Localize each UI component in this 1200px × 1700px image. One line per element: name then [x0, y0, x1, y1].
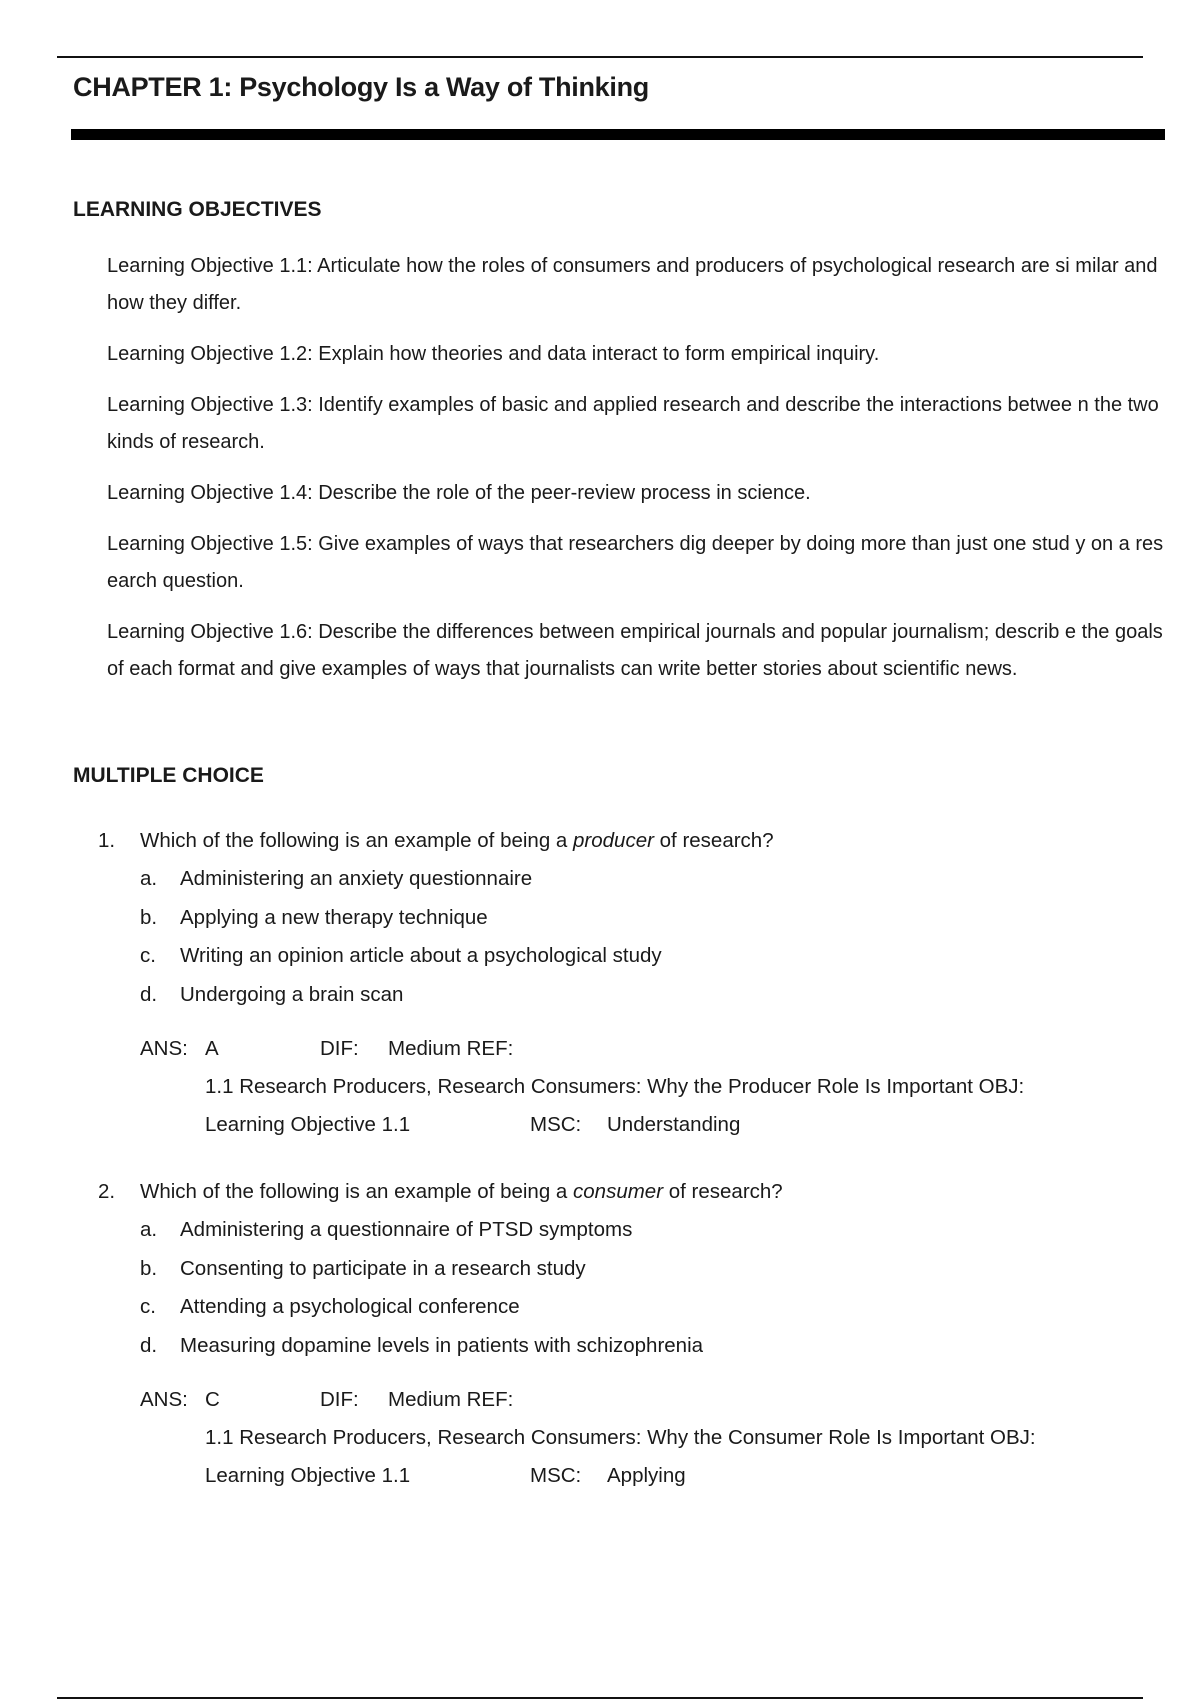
question-emphasis: producer: [573, 829, 654, 852]
option-a: a. Administering a questionnaire of PTSD symptoms: [140, 1218, 633, 1241]
learning-objective-1-4: Learning Objective 1.4: Describe the role of the peer-review process in science.: [107, 482, 811, 504]
question-text: Which of the following is an example of being a consumer of research?: [140, 1180, 783, 1203]
multiple-choice-heading: MULTIPLE CHOICE: [73, 764, 264, 787]
chapter-title: CHAPTER 1: Psychology Is a Way of Thinking: [73, 72, 649, 102]
option-a: a. Administering an anxiety questionnaire: [140, 867, 533, 890]
learning-objectives-heading: LEARNING OBJECTIVES: [73, 198, 322, 221]
learning-objective-1-6: Learning Objective 1.6: Describe the differences between empirical journals and popular journalism; describ e the goals of each format and give examples of ways that journalists can write better stories about scientific news.: [107, 621, 1163, 680]
msc-label: MSC:: [530, 1113, 582, 1136]
answer-options: [98, 860, 1158, 1014]
learning-objective-1-5: Learning Objective 1.5: Give examples of ways that researchers dig deeper by doing more than just one stud y on a research question.: [107, 533, 1164, 592]
reference-text: 1.1 Research Producers, Research Consumers: Why the Consumer Role Is Important OBJ:: [205, 1426, 1036, 1449]
question-number: 2.: [98, 1180, 116, 1203]
question-text: Which of the following is an example of being a producer of research?: [140, 829, 774, 852]
question-2: [98, 1173, 1158, 1495]
question-emphasis: consumer: [573, 1180, 664, 1203]
ans-label: ANS:: [140, 1037, 188, 1060]
msc-value: Applying: [607, 1464, 686, 1487]
obj-value: Learning Objective 1.1: [205, 1113, 411, 1136]
msc-value: Understanding: [607, 1113, 741, 1136]
answer-key: [140, 1030, 1158, 1144]
top-rule: [57, 56, 1143, 58]
ans-label: ANS:: [140, 1388, 188, 1411]
ans-value: A: [205, 1037, 219, 1060]
learning-objective-1-3: Learning Objective 1.3: Identify examples of basic and applied research and describe the interactions betwee n the two kinds of research.: [107, 394, 1159, 453]
objective-row: [140, 1106, 1158, 1144]
option-c: c. Attending a psychological conference: [140, 1295, 520, 1318]
answer-row: [140, 1030, 1158, 1068]
reference-text: 1.1 Research Producers, Research Consumers: Why the Producer Role Is Important OBJ:: [205, 1075, 1025, 1098]
option-b: b. Applying a new therapy technique: [140, 905, 488, 929]
obj-value: Learning Objective 1.1: [205, 1464, 411, 1487]
learning-objective-1-2: Learning Objective 1.2: Explain how theories and data interact to form empirical inquiry.: [107, 343, 880, 365]
learning-objectives-list: [107, 248, 1167, 702]
question-1: [98, 822, 1158, 1144]
answer-options: [98, 1211, 1158, 1365]
learning-objective-1-1: Learning Objective 1.1: Articulate how the roles of consumers and producers of psychological research are si milar and how they differ.: [107, 255, 1158, 314]
question-number: 1.: [98, 829, 116, 852]
answer-row: [140, 1381, 1158, 1419]
option-b: b. Consenting to participate in a research study: [140, 1256, 586, 1280]
answer-key: [140, 1381, 1158, 1495]
option-d: d. Measuring dopamine levels in patients with schizophrenia: [140, 1333, 704, 1357]
bottom-rule: [57, 1697, 1143, 1699]
ans-value: C: [205, 1388, 220, 1411]
msc-label: MSC:: [530, 1464, 582, 1487]
option-d: d. Undergoing a brain scan: [140, 982, 404, 1006]
question-stem: [98, 822, 1158, 860]
dif-label: DIF:: [320, 1037, 359, 1060]
dif-value: Medium REF:: [388, 1037, 514, 1060]
dif-value: Medium REF:: [388, 1388, 514, 1411]
objective-row: [140, 1457, 1158, 1495]
question-stem: [98, 1173, 1158, 1211]
dif-label: DIF:: [320, 1388, 359, 1411]
option-c: c. Writing an opinion article about a psychological study: [140, 944, 662, 967]
title-underline-bar: [71, 129, 1165, 140]
